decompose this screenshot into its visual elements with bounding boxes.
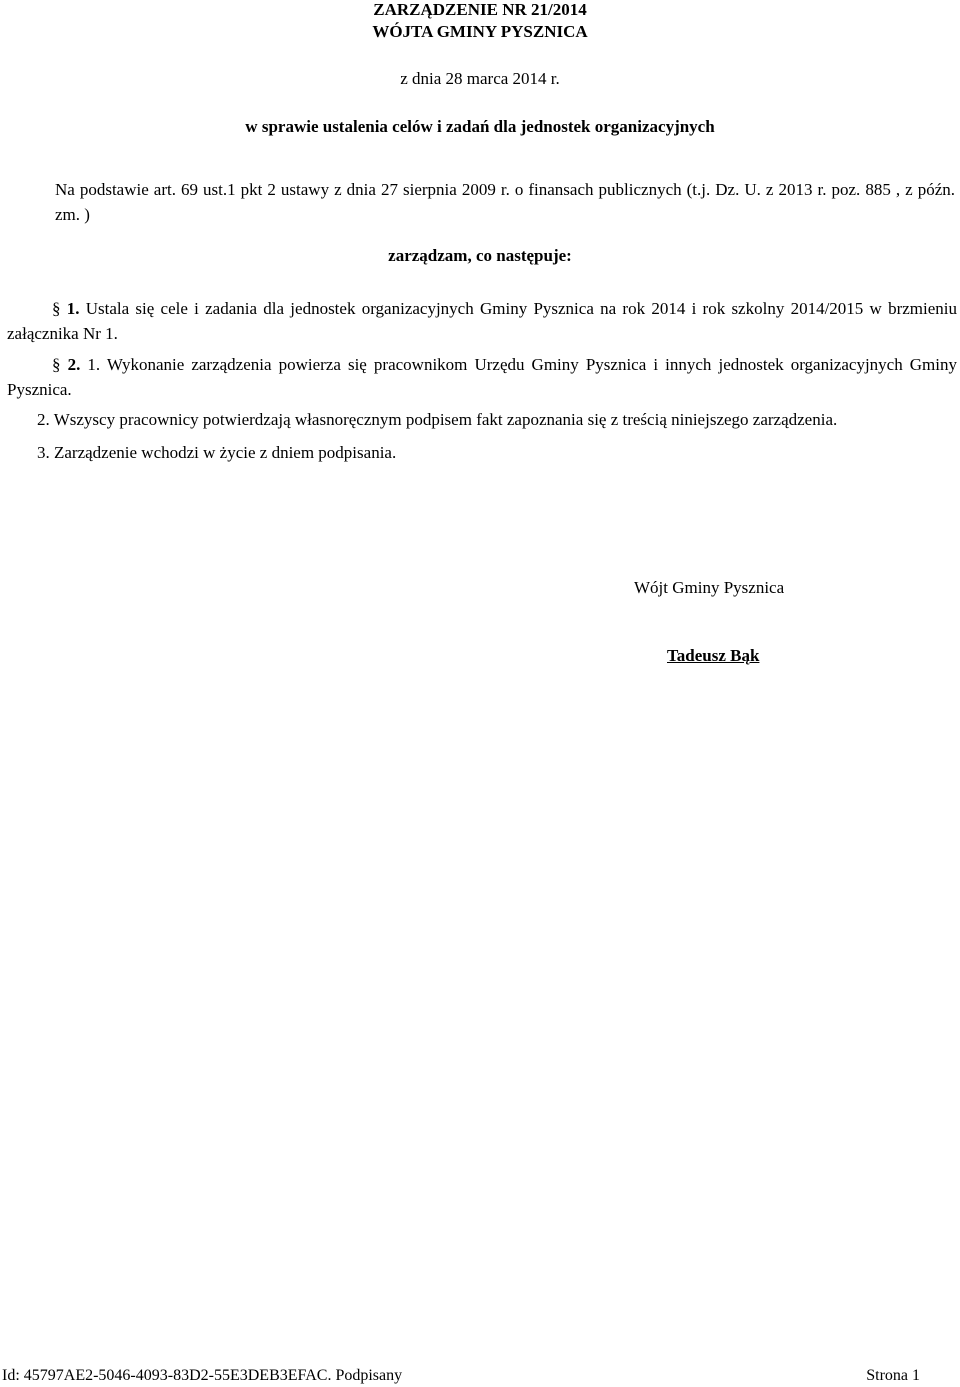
section-2-mark: § [52,355,61,374]
footer-page-number: Strona 1 [866,1367,920,1384]
section-1-mark: § [52,299,61,318]
subject-line: w sprawie ustalenia celów i zadań dla jednostek organizacyjnych [245,117,715,136]
footer-id: Id: 45797AE2-5046-4093-83D2-55E3DEB3EFAC. Podpisany [2,1367,403,1384]
signature-title: Wójt Gminy Pysznica [634,578,785,597]
section-1-text: Ustala się cele i zadania dla jednostek organizacyjnych Gminy Pysznica na rok 2014 i rok szkolny 2014/2015 w brzmieniu załącznika Nr 1. [7,299,957,343]
date-line: z dnia 28 marca 2014 r. [400,69,560,88]
section-2-point-2 [37,407,957,432]
section-2-point-1 [7,352,957,402]
section-2-point-1-text: Wykonanie zarządzenia powierza się pracownikom Urzędu Gminy Pysznica i innych jednostek organizacyjnych Gminy Pysznica. [7,355,958,399]
title-line-2: WÓJTA GMINY PYSZNICA [372,22,588,41]
section-2-number: 2. [67,355,81,374]
signature-name: Tadeusz Bąk [667,646,760,665]
section-2-point-3-text: Zarządzenie wchodzi w życie z dniem podpisania. [54,443,397,462]
preamble-text [55,177,955,227]
preamble-body: Na podstawie art. 69 ust.1 pkt 2 ustawy z dnia 27 sierpnia 2009 r. o finansach publicznych (t.j. Dz. U. z 2013 r. poz. 885 , z późn. zm. ) [55,180,955,224]
section-2-point-3 [37,440,957,465]
section-1 [7,296,957,346]
section-1-number: 1. [66,299,80,318]
section-2-point-3-number: 3. [37,443,50,462]
decree-line: zarządzam, co następuje: [388,246,572,265]
section-2-point-2-number: 2. [37,410,50,429]
section-2-point-2-text: Wszyscy pracownicy potwierdzają własnoręcznym podpisem fakt zapoznania się z treścią niniejszego zarządzenia. [53,410,838,429]
section-2-point-1-number: 1. [87,355,101,374]
title-line-1: ZARZĄDZENIE NR 21/2014 [373,0,587,19]
